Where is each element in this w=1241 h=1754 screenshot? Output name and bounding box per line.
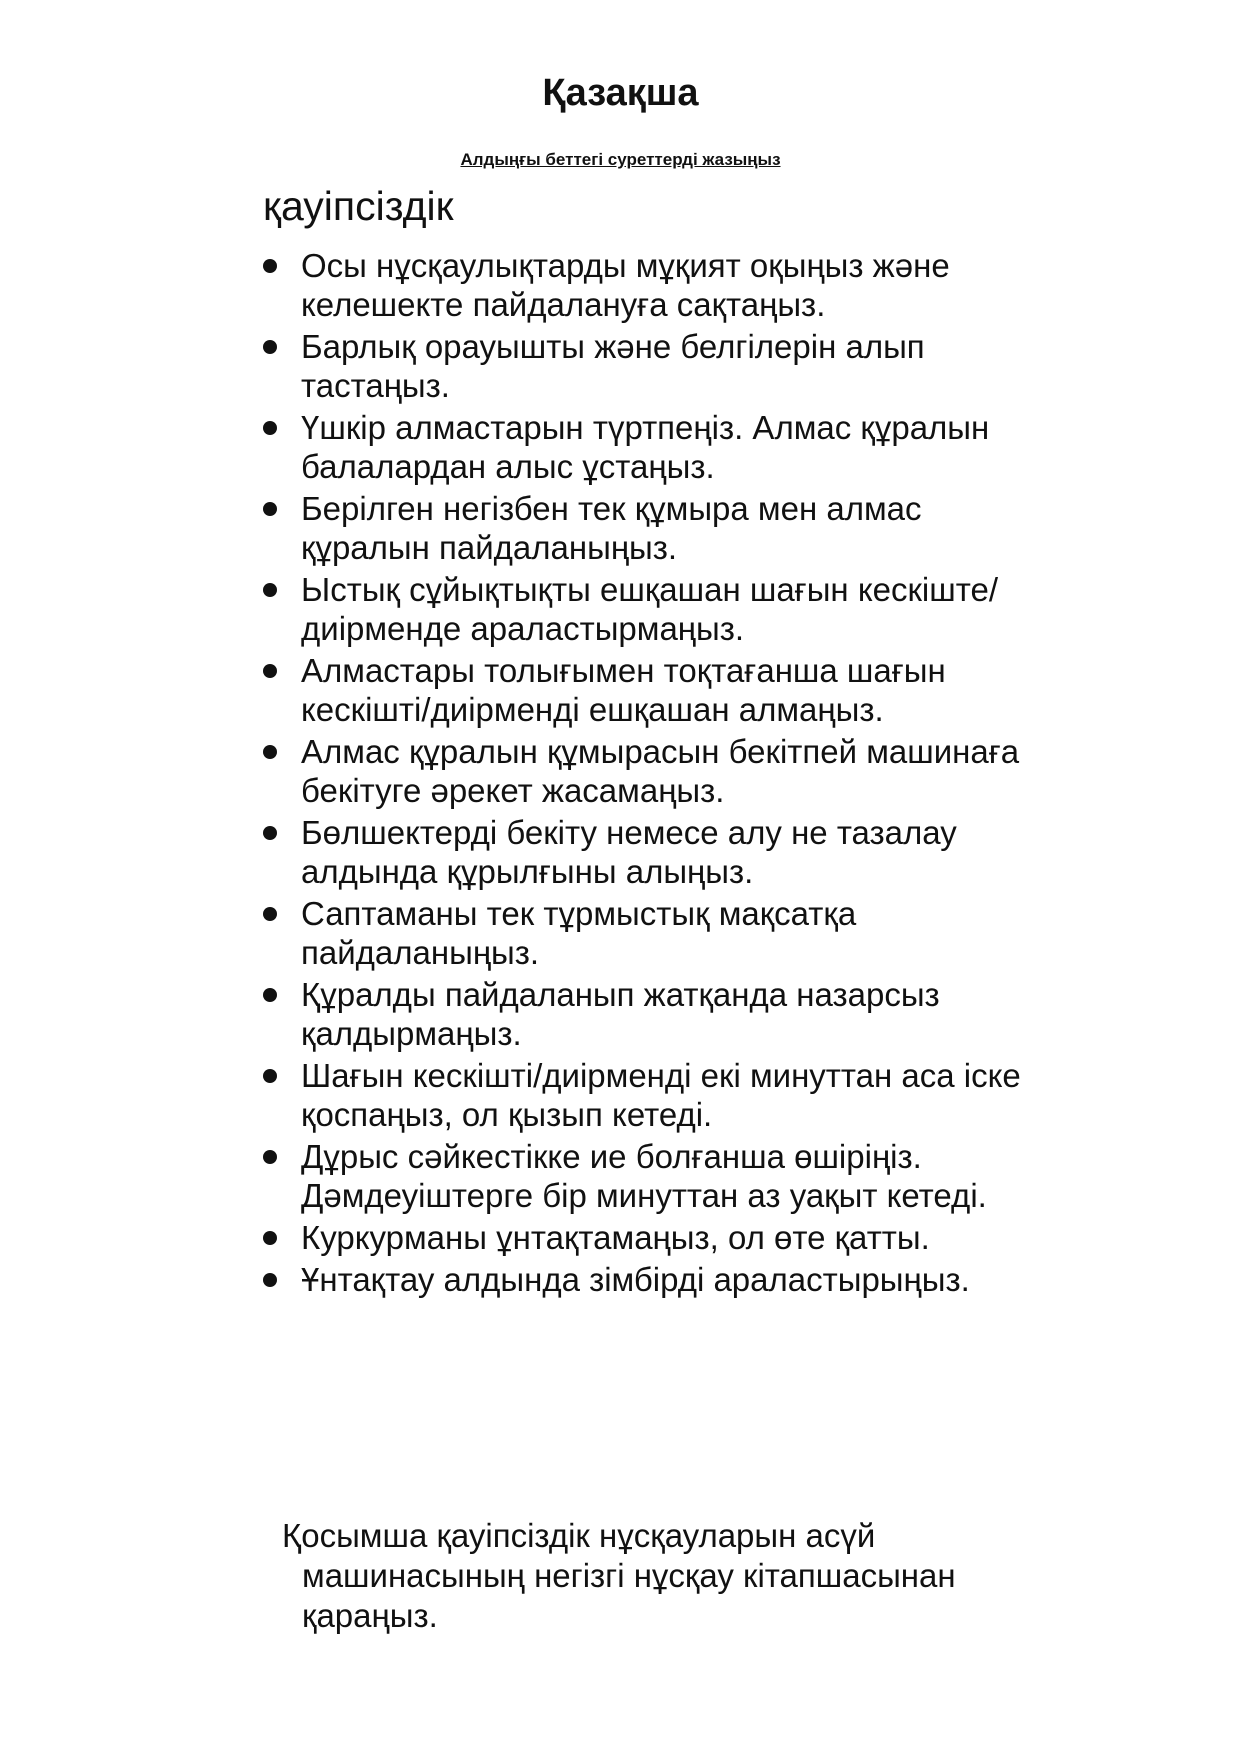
list-item-text: Ұнтақтау алдында зімбірді араластырыңыз. bbox=[301, 1261, 970, 1298]
bullet-icon bbox=[263, 1069, 277, 1083]
list-item-text: Құралды пайдаланып жатқанда назарсыз қалдырмаңыз. bbox=[301, 976, 940, 1052]
list-item-text: Үшкір алмастарын түртпеңіз. Алмас құралын балалардан алыс ұстаңыз. bbox=[301, 409, 990, 485]
page-title: Қазақша bbox=[542, 72, 699, 114]
list-item bbox=[263, 975, 1023, 1053]
bullet-icon bbox=[263, 826, 277, 840]
list-item bbox=[263, 813, 1023, 891]
list-item bbox=[263, 570, 1023, 648]
list-item bbox=[263, 732, 1023, 810]
list-item-text: Алмас құралын құмырасын бекітпей машинаға бекітуге әрекет жасамаңыз. bbox=[301, 733, 1020, 809]
bullet-icon bbox=[263, 1231, 277, 1245]
list-item-text: Алмастары толығымен тоқтағанша шағын кескішті/диірменді ешқашан алмаңыз. bbox=[301, 652, 946, 728]
list-item-text: Куркурманы ұнтақтамаңыз, ол өте қатты. bbox=[301, 1219, 930, 1256]
list-item bbox=[263, 1260, 1023, 1299]
list-item bbox=[263, 1056, 1023, 1134]
list-item-text: Берілген негізбен тек құмыра мен алмас құралын пайдаланыңыз. bbox=[301, 490, 922, 566]
page-subtitle: Алдыңғы беттегі суреттерді жазыңыз bbox=[460, 150, 781, 169]
list-item bbox=[263, 894, 1023, 972]
list-item-text: Бөлшектерді бекіту немесе алу не тазалау алдында құрылғыны алыңыз. bbox=[301, 814, 957, 890]
list-item-text: Саптаманы тек тұрмыстық мақсатқа пайдаланыңыз. bbox=[301, 895, 857, 971]
bullet-icon bbox=[263, 1150, 277, 1164]
bullet-icon bbox=[263, 340, 277, 354]
list-item-text: Ыстық сұйықтықты ешқашан шағын кескіште/диірменде араластырмаңыз. bbox=[301, 571, 998, 647]
section-heading: қауіпсіздік bbox=[263, 183, 454, 229]
bullet-icon bbox=[263, 421, 277, 435]
bullet-icon bbox=[263, 1273, 277, 1287]
list-item bbox=[263, 651, 1023, 729]
list-item bbox=[263, 1137, 1023, 1215]
list-item bbox=[263, 489, 1023, 567]
list-item-text: Шағын кескішті/диірменді екі минуттан аса іске қоспаңыз, ол қызып кетеді. bbox=[301, 1057, 1021, 1133]
bullet-icon bbox=[263, 259, 277, 273]
bullet-icon bbox=[263, 664, 277, 678]
bullet-icon bbox=[263, 745, 277, 759]
list-item bbox=[263, 408, 1023, 486]
bullet-icon bbox=[263, 583, 277, 597]
list-item bbox=[263, 246, 1023, 324]
safety-bullet-list bbox=[263, 246, 1023, 1302]
list-item bbox=[263, 1218, 1023, 1257]
bullet-icon bbox=[263, 988, 277, 1002]
list-item bbox=[263, 327, 1023, 405]
bullet-icon bbox=[263, 907, 277, 921]
additional-safety-note: Қосымша қауіпсіздік нұсқауларын асүй машинасының негізгі нұсқау кітапшасынан қараңыз. bbox=[282, 1517, 956, 1634]
list-item-text: Барлық орауышты және белгілерін алып тастаңыз. bbox=[301, 328, 925, 404]
list-item-text: Осы нұсқаулықтарды мұқият оқыңыз және келешекте пайдалануға сақтаңыз. bbox=[301, 247, 950, 323]
bullet-icon bbox=[263, 502, 277, 516]
list-item-text: Дұрыс сәйкестікке ие болғанша өшіріңіз. Дәмдеуіштерге бір минуттан аз уақыт кетеді. bbox=[301, 1138, 987, 1214]
